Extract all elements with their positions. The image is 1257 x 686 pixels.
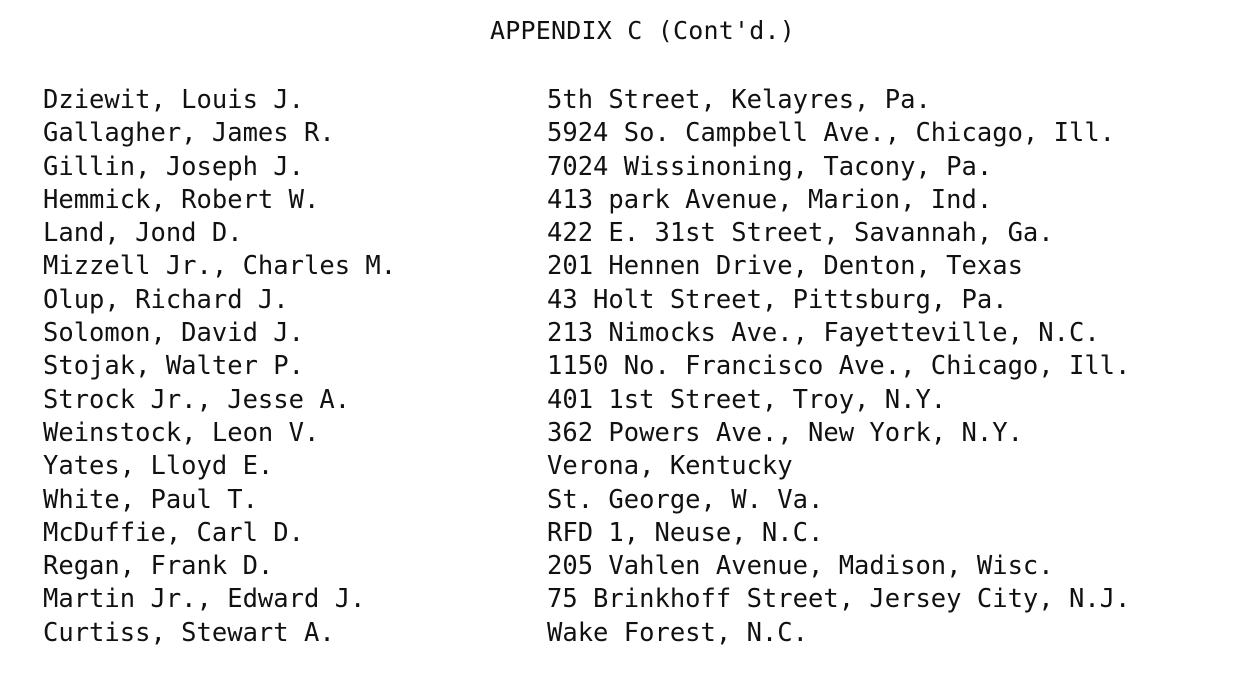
- entry-name: Yates, Lloyd E.: [43, 451, 274, 482]
- entry-address: 5th Street, Kelayres, Pa.: [547, 85, 931, 115]
- entry-address: 413 park Avenue, Marion, Ind.: [547, 184, 993, 215]
- entry-address: 1150 No. Francisco Ave., Chicago, Ill.: [547, 351, 1131, 382]
- list-item: [43, 184, 1243, 217]
- entry-name: Curtiss, Stewart A.: [43, 617, 335, 648]
- entry-address: RFD 1, Neuse, N.C.: [547, 517, 824, 548]
- entry-address: 43 Holt Street, Pittsburg, Pa.: [547, 284, 1008, 315]
- list-item: [43, 484, 1243, 517]
- list-item: [43, 583, 1243, 616]
- entry-address: 5924 So. Campbell Ave., Chicago, Ill.: [547, 118, 1116, 149]
- list-item: [43, 317, 1243, 350]
- entry-address: 213 Nimocks Ave., Fayetteville, N.C.: [547, 318, 1100, 349]
- list-item: [43, 384, 1243, 417]
- list-item: [43, 84, 1243, 117]
- entry-address: 7024 Wissinoning, Tacony, Pa.: [547, 151, 993, 182]
- entry-name: Martin Jr., Edward J.: [43, 584, 366, 615]
- entry-name: Solomon, David J.: [43, 318, 304, 349]
- list-item: [43, 617, 1243, 650]
- list-item: [43, 417, 1243, 450]
- entry-address: Verona, Kentucky: [547, 451, 793, 482]
- entry-name: Olup, Richard J.: [43, 284, 289, 315]
- entry-name: Hemmick, Robert W.: [43, 184, 320, 215]
- entry-name: Dziewit, Louis J.: [43, 85, 304, 115]
- entry-address: 75 Brinkhoff Street, Jersey City, N.J.: [547, 584, 1131, 615]
- page-title: APPENDIX C (Cont'd.): [490, 16, 796, 45]
- entry-name: Stojak, Walter P.: [43, 351, 304, 382]
- entry-name: White, Paul T.: [43, 484, 258, 515]
- list-item: [43, 151, 1243, 184]
- entry-name: Land, Jond D.: [43, 218, 243, 249]
- entry-address: 362 Powers Ave., New York, N.Y.: [547, 417, 1023, 448]
- list-item: [43, 350, 1243, 383]
- entry-address: 422 E. 31st Street, Savannah, Ga.: [547, 218, 1054, 249]
- entry-address: 201 Hennen Drive, Denton, Texas: [547, 251, 1023, 282]
- list-item: [43, 250, 1243, 283]
- list-item: [43, 450, 1243, 483]
- entry-address: 205 Vahlen Avenue, Madison, Wisc.: [547, 551, 1054, 582]
- list-item: [43, 217, 1243, 250]
- entry-name: Regan, Frank D.: [43, 551, 274, 582]
- entry-name: Strock Jr., Jesse A.: [43, 384, 351, 415]
- entry-name: Gallagher, James R.: [43, 118, 335, 149]
- entry-name: Weinstock, Leon V.: [43, 417, 320, 448]
- list-item: [43, 550, 1243, 583]
- entry-address: St. George, W. Va.: [547, 484, 824, 515]
- entry-name: Mizzell Jr., Charles M.: [43, 251, 397, 282]
- entry-name: McDuffie, Carl D.: [43, 517, 304, 548]
- list-item: [43, 117, 1243, 150]
- list-item: [43, 284, 1243, 317]
- roster-list: [43, 84, 1243, 650]
- entry-address: Wake Forest, N.C.: [547, 617, 808, 648]
- entry-name: Gillin, Joseph J.: [43, 151, 304, 182]
- list-item: [43, 517, 1243, 550]
- entry-address: 401 1st Street, Troy, N.Y.: [547, 384, 947, 415]
